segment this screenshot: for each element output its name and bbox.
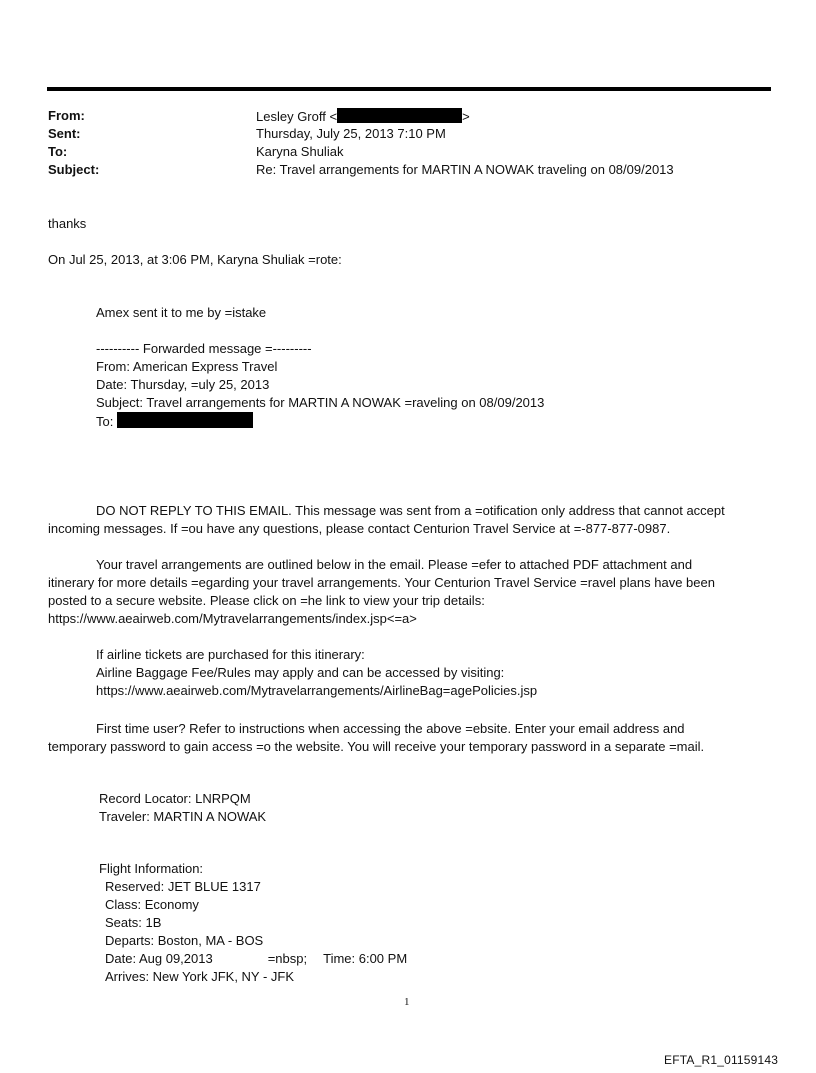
redaction-box bbox=[117, 412, 253, 428]
baggage-link: https://www.aeairweb.com/Mytravelarrangements/AirlineBag=agePolicies.jsp bbox=[96, 683, 538, 698]
baggage-paragraph bbox=[96, 646, 537, 700]
forwarded-to-label: To: bbox=[96, 414, 114, 429]
header-rule bbox=[47, 87, 771, 91]
flight-details bbox=[105, 878, 407, 986]
forwarded-date: Date: Thursday, =uly 25, 2013 bbox=[96, 377, 270, 392]
amex-note: Amex sent it to me by =istake bbox=[96, 305, 267, 320]
redaction-box bbox=[337, 108, 462, 123]
arrangements-line-3: posted to a secure website. Please click on =he link to view your trip details: bbox=[48, 593, 485, 608]
first-time-line-2: temporary password to gain access =o the website. You will receive your temporary password in a separate =mail. bbox=[48, 739, 705, 754]
notice-line-2: incoming messages. If =ou have any questions, please contact Centurion Travel Service at =-877-877-0987. bbox=[48, 521, 671, 536]
to-value: Karyna Shuliak bbox=[256, 144, 344, 159]
flight-reserved: Reserved: JET BLUE 1317 bbox=[105, 879, 261, 894]
to-label: To: bbox=[48, 144, 68, 159]
forwarded-to bbox=[96, 412, 544, 431]
sent-label: Sent: bbox=[48, 126, 81, 141]
nbsp-artifact: =nbsp; bbox=[267, 951, 308, 966]
flight-info-heading: Flight Information: bbox=[99, 861, 204, 876]
arrangements-line-2: itinerary for more details =egarding your travel arrangements. Your Centurion Travel Service =ravel plans have been bbox=[48, 575, 715, 590]
flight-date: Date: Aug 09,2013 bbox=[105, 951, 213, 966]
flight-time: Time: 6:00 PM bbox=[323, 951, 408, 966]
document-id: EFTA_R1_01159143 bbox=[664, 1053, 779, 1067]
first-time-line-1: First time user? Refer to instructions when accessing the above =ebsite. Enter your email address and bbox=[96, 721, 685, 736]
page-number: 1 bbox=[404, 996, 410, 1008]
flight-class: Class: Economy bbox=[105, 897, 199, 912]
flight-departs: Departs: Boston, MA - BOS bbox=[105, 933, 264, 948]
baggage-line-2: Airline Baggage Fee/Rules may apply and can be accessed by visiting: bbox=[96, 665, 505, 680]
trip-link: https://www.aeairweb.com/Mytravelarrangements/index.jsp<=a> bbox=[48, 611, 417, 626]
forwarded-header-block bbox=[96, 340, 544, 431]
notice-line-1: DO NOT REPLY TO THIS EMAIL. This message was sent from a =otification only address that cannot accept bbox=[96, 503, 725, 518]
from-end: > bbox=[462, 109, 470, 124]
record-block bbox=[99, 790, 266, 826]
record-locator: Record Locator: LNRPQM bbox=[99, 791, 251, 806]
flight-arrives: Arrives: New York JFK, NY - JFK bbox=[105, 969, 295, 984]
flight-seats: Seats: 1B bbox=[105, 915, 162, 930]
quote-intro: On Jul 25, 2013, at 3:06 PM, Karyna Shuliak =rote: bbox=[48, 252, 342, 267]
from-name: Lesley Groff < bbox=[256, 109, 338, 124]
arrangements-line-1: Your travel arrangements are outlined below in the email. Please =efer to attached PDF attachment and bbox=[96, 557, 693, 572]
forwarded-from: From: American Express Travel bbox=[96, 359, 278, 374]
arrangements-paragraph bbox=[48, 556, 715, 628]
from-value bbox=[256, 108, 470, 124]
traveler: Traveler: MARTIN A NOWAK bbox=[99, 809, 267, 824]
from-label: From: bbox=[48, 108, 85, 123]
flight-date-time bbox=[105, 950, 407, 968]
baggage-line-1: If airline tickets are purchased for this itinerary: bbox=[96, 647, 365, 662]
subject-label: Subject: bbox=[48, 162, 100, 177]
subject-value: Re: Travel arrangements for MARTIN A NOWAK traveling on 08/09/2013 bbox=[256, 162, 674, 177]
forwarded-divider: ---------- Forwarded message =--------- bbox=[96, 341, 312, 356]
reply-text: thanks bbox=[48, 216, 87, 231]
notice-paragraph bbox=[48, 502, 725, 538]
forwarded-subject: Subject: Travel arrangements for MARTIN A NOWAK =raveling on 08/09/2013 bbox=[96, 395, 545, 410]
first-time-paragraph bbox=[48, 720, 704, 756]
sent-value: Thursday, July 25, 2013 7:10 PM bbox=[256, 126, 446, 141]
